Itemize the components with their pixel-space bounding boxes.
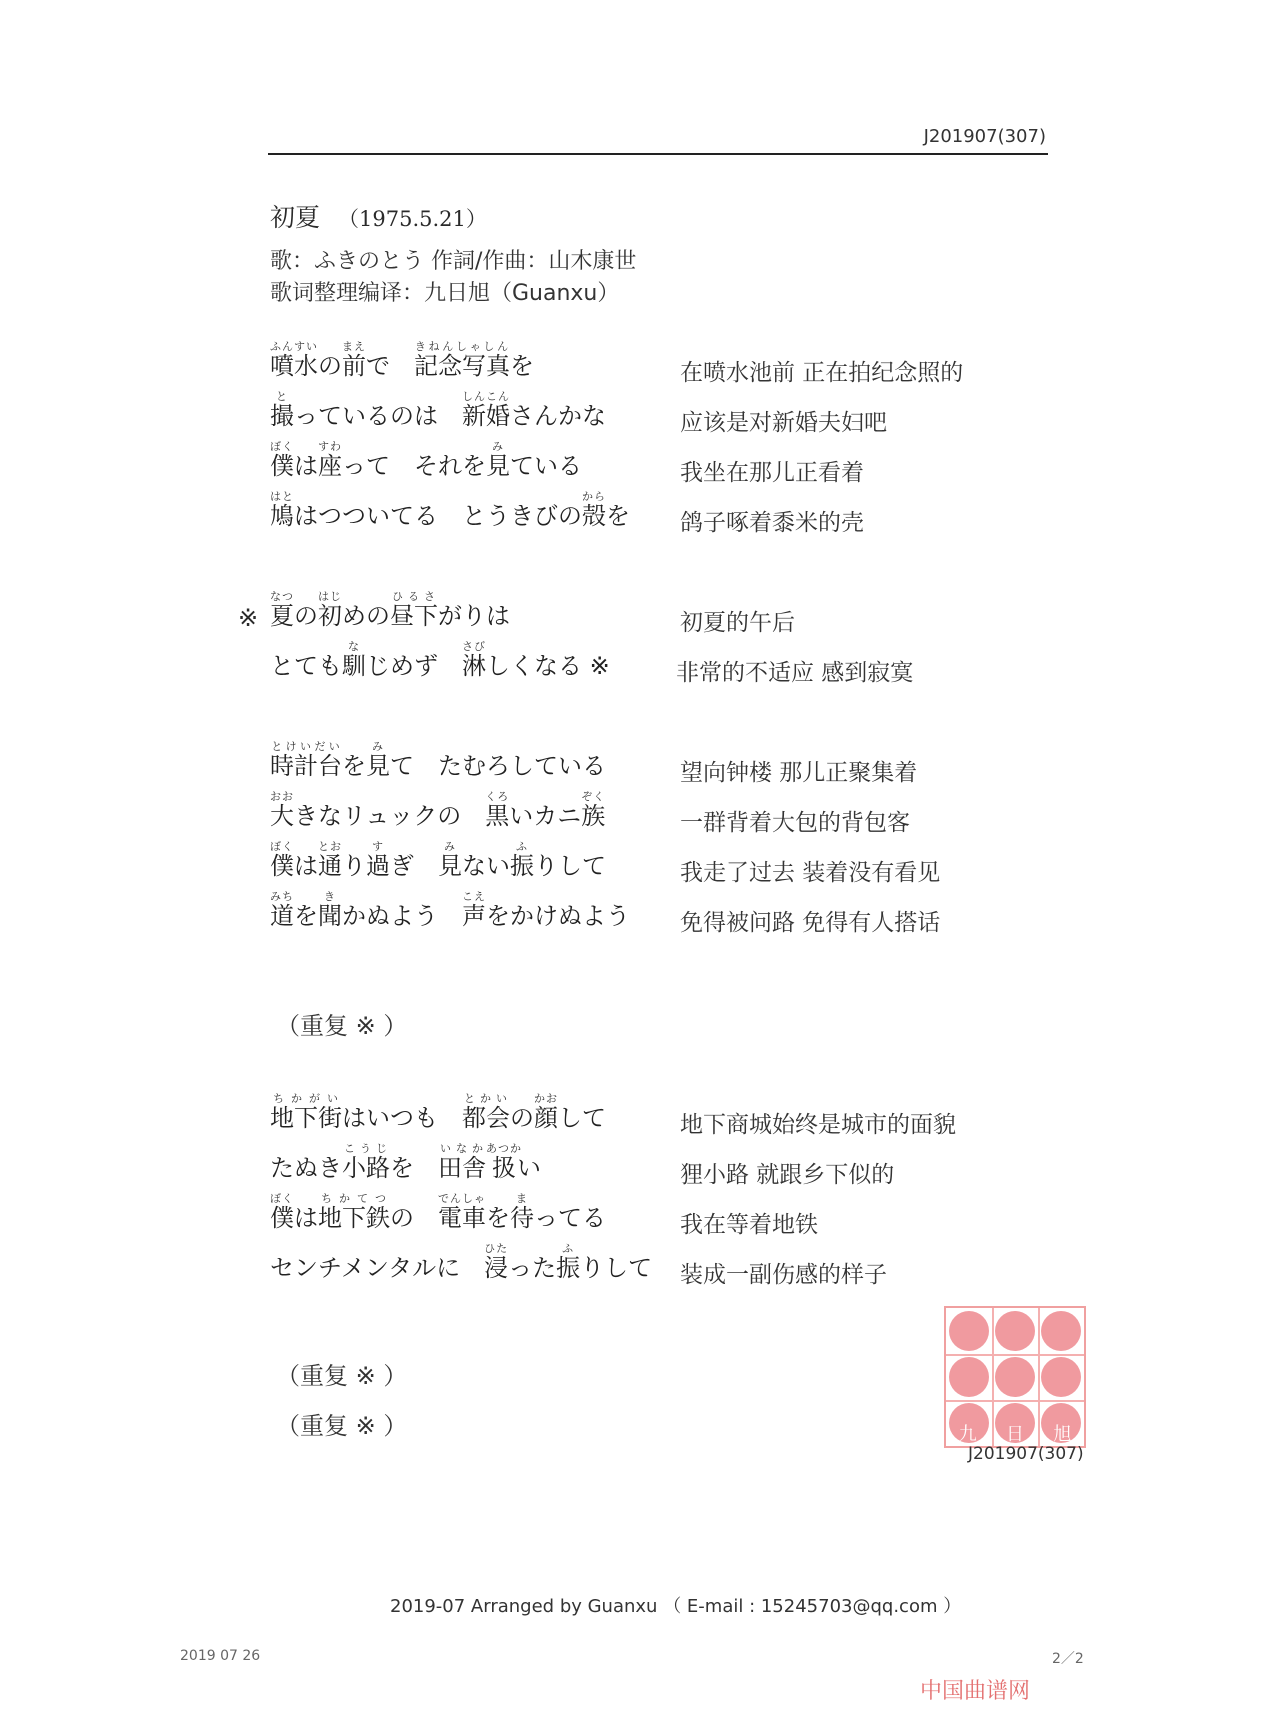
- lyric-text: を: [510, 352, 534, 380]
- seal-id: J201907(307): [968, 1444, 1084, 1464]
- lyric-text: がりは: [438, 602, 510, 630]
- lyric-text: いカニ: [509, 802, 582, 830]
- translation-line: 免得被问路 免得有人搭话: [680, 910, 941, 936]
- lyric-line: [270, 1192, 606, 1233]
- lyric-text: りして: [580, 1254, 653, 1282]
- furigana-word: 大おお: [270, 790, 294, 830]
- translation-line: 装成一副伤感的样子: [680, 1262, 887, 1288]
- translation-line: 在喷水池前 正在拍纪念照的: [680, 360, 964, 386]
- repeat-chorus-label: （重复 ※ ）: [276, 1012, 408, 1040]
- lyric-line: [270, 1142, 541, 1183]
- furigana-word: 振ふ: [510, 840, 534, 880]
- furigana-word: 黒くろ: [485, 790, 510, 830]
- song-date: （1975.5.21）: [338, 207, 487, 231]
- furigana-word: 地下街ちかがい: [270, 1092, 342, 1132]
- furigana-word: 初はじ: [318, 590, 342, 630]
- seal-char: 日: [1005, 1424, 1024, 1445]
- lyric-line: [270, 490, 630, 531]
- lyric-text: を: [606, 502, 630, 530]
- song-title-block: [270, 198, 487, 234]
- translation-line: 望向钟楼 那儿正聚集着: [680, 760, 918, 786]
- lyric-text: ぎ: [390, 852, 438, 880]
- furigana-word: 田舎いなか: [438, 1142, 486, 1182]
- furigana-word: 待ま: [510, 1192, 534, 1232]
- lyric-text: はつついてる とうきびの: [294, 502, 582, 530]
- lyric-text: の: [318, 352, 342, 380]
- lyric-text: は: [294, 452, 318, 480]
- furigana-word: 浸ひた: [484, 1242, 509, 1282]
- credits-translator: 歌词整理编译：九日旭（Guanxu）: [270, 281, 620, 306]
- furigana-word: 淋さび: [462, 640, 486, 680]
- furigana-word: 声こえ: [462, 890, 486, 930]
- furigana-word: 小路こうじ: [342, 1142, 390, 1182]
- translation-line: 初夏的午后: [680, 610, 795, 636]
- furigana-word: 地下鉄ちかてつ: [318, 1192, 390, 1232]
- furigana-word: 殻から: [582, 490, 606, 530]
- lyric-text: を: [294, 902, 318, 930]
- lyric-text: りして: [534, 852, 606, 880]
- lyric-line: [270, 1242, 652, 1283]
- lyric-text: さんかな: [510, 402, 606, 430]
- furigana-word: 見み: [486, 440, 510, 480]
- lyric-text: り: [342, 852, 366, 880]
- furigana-word: 新婚しんこん: [462, 390, 510, 430]
- lyric-text: とても: [270, 652, 342, 680]
- lyric-text: の: [294, 602, 318, 630]
- song-title: 初夏: [270, 203, 321, 232]
- furigana-word: 見み: [438, 840, 462, 880]
- lyric-text: っているのは: [294, 402, 462, 430]
- lyric-line: [270, 890, 630, 931]
- lyric-line: [270, 590, 510, 631]
- repeat-chorus-label: （重复 ※ ）: [276, 1362, 408, 1390]
- furigana-word: 前まえ: [342, 340, 366, 380]
- lyric-line: [270, 790, 605, 831]
- lyric-text: たぬき: [270, 1154, 342, 1182]
- furigana-word: 振ふ: [556, 1242, 581, 1282]
- lyric-line: [270, 390, 606, 431]
- translation-line: 鸽子啄着黍米的壳: [680, 510, 864, 536]
- lyric-text: じめず: [366, 652, 462, 680]
- translation-line: 非常的不适应 感到寂寞: [676, 660, 914, 686]
- translation-line: 地下商城始终是城市的面貌: [680, 1112, 956, 1138]
- lyric-text: センチメンタルに: [270, 1254, 485, 1282]
- lyric-text: い: [517, 1154, 541, 1182]
- lyric-line: [270, 1092, 606, 1133]
- lyric-text: を: [486, 1204, 510, 1232]
- footer-arranger: 2019-07 Arranged by Guanxu （ E-mail : 15245703@qq.com ）: [390, 1596, 962, 1617]
- lyric-text: ってる: [534, 1204, 606, 1232]
- lyric-text: を: [342, 752, 366, 780]
- chorus-mark: ※: [238, 604, 259, 632]
- furigana-word: 過す: [366, 840, 390, 880]
- lyric-text: はいつも: [342, 1104, 462, 1132]
- translation-line: 我走了过去 装着没有看见: [680, 860, 941, 886]
- furigana-word: 扱あつか: [486, 1142, 522, 1182]
- furigana-word: 昼下ひるさ: [390, 590, 438, 630]
- translation-line: 狸小路 就跟乡下似的: [680, 1162, 895, 1188]
- lyric-line: [270, 440, 582, 481]
- furigana-word: 座すわ: [318, 440, 342, 480]
- seal-char: 旭: [1053, 1424, 1072, 1445]
- repeat-chorus-label: （重复 ※ ）: [276, 1412, 408, 1440]
- furigana-word: 通とお: [318, 840, 342, 880]
- lyric-line: [270, 340, 534, 381]
- lyric-text: て たむろしている: [390, 752, 606, 780]
- furigana-word: 見み: [366, 740, 390, 780]
- furigana-word: 鳩はと: [270, 490, 294, 530]
- site-watermark: 中国曲谱网: [920, 1679, 1031, 1704]
- lyric-text: をかけぬよう: [486, 902, 630, 930]
- lyric-text: って それを: [342, 452, 486, 480]
- lyric-text: しくなる ※: [486, 652, 610, 680]
- furigana-word: 僕ぼく: [270, 1192, 294, 1232]
- lyric-text: して: [558, 1104, 606, 1132]
- furigana-word: 聞き: [318, 890, 342, 930]
- lyric-line: [270, 840, 606, 881]
- lyric-text: った: [508, 1254, 557, 1282]
- translation-line: 一群背着大包的背包客: [680, 810, 910, 836]
- lyric-text: かぬよう: [342, 902, 462, 930]
- translation-line: 我在等着地铁: [680, 1212, 818, 1238]
- header-rule: [268, 153, 1048, 155]
- seal-characters: [944, 1420, 1086, 1446]
- furigana-word: 僕ぼく: [270, 440, 294, 480]
- lyric-text: を: [390, 1154, 438, 1182]
- credits-singer-writer: 歌：ふきのとう 作詞/作曲：山木康世: [270, 249, 637, 274]
- document-id: J201907(307): [923, 126, 1046, 147]
- furigana-word: 電車でんしゃ: [438, 1192, 486, 1232]
- translation-line: 我坐在那儿正看着: [680, 460, 864, 486]
- lyric-text: は: [294, 852, 318, 880]
- furigana-word: 都会とかい: [462, 1092, 510, 1132]
- furigana-word: 記念写真きねんしゃしん: [414, 340, 510, 380]
- lyric-text: ている: [510, 452, 582, 480]
- furigana-word: 夏なつ: [270, 590, 294, 630]
- furigana-word: 馴な: [342, 640, 366, 680]
- lyric-line: [270, 740, 606, 781]
- furigana-word: 時計台とけいだい: [270, 740, 342, 780]
- lyric-text: めの: [342, 602, 390, 630]
- lyric-text: ない: [462, 852, 510, 880]
- furigana-word: 撮と: [270, 390, 294, 430]
- page-number: 2／2: [1052, 1651, 1084, 1667]
- lyric-text: は: [294, 1204, 318, 1232]
- lyric-text: きなリュックの: [294, 802, 486, 830]
- furigana-word: 僕ぼく: [270, 840, 294, 880]
- lyric-line: [270, 640, 610, 681]
- print-date: 2019 07 26: [180, 1648, 261, 1664]
- seal-char: 九: [958, 1424, 977, 1445]
- furigana-word: 噴水ふんすい: [270, 340, 318, 380]
- furigana-word: 族ぞく: [581, 790, 606, 830]
- lyric-text: で: [366, 352, 414, 380]
- furigana-word: 顔かお: [534, 1092, 558, 1132]
- translation-line: 应该是对新婚夫妇吧: [680, 410, 887, 436]
- furigana-word: 道みち: [270, 890, 294, 930]
- lyric-text: の: [510, 1104, 534, 1132]
- lyric-text: の: [390, 1204, 438, 1232]
